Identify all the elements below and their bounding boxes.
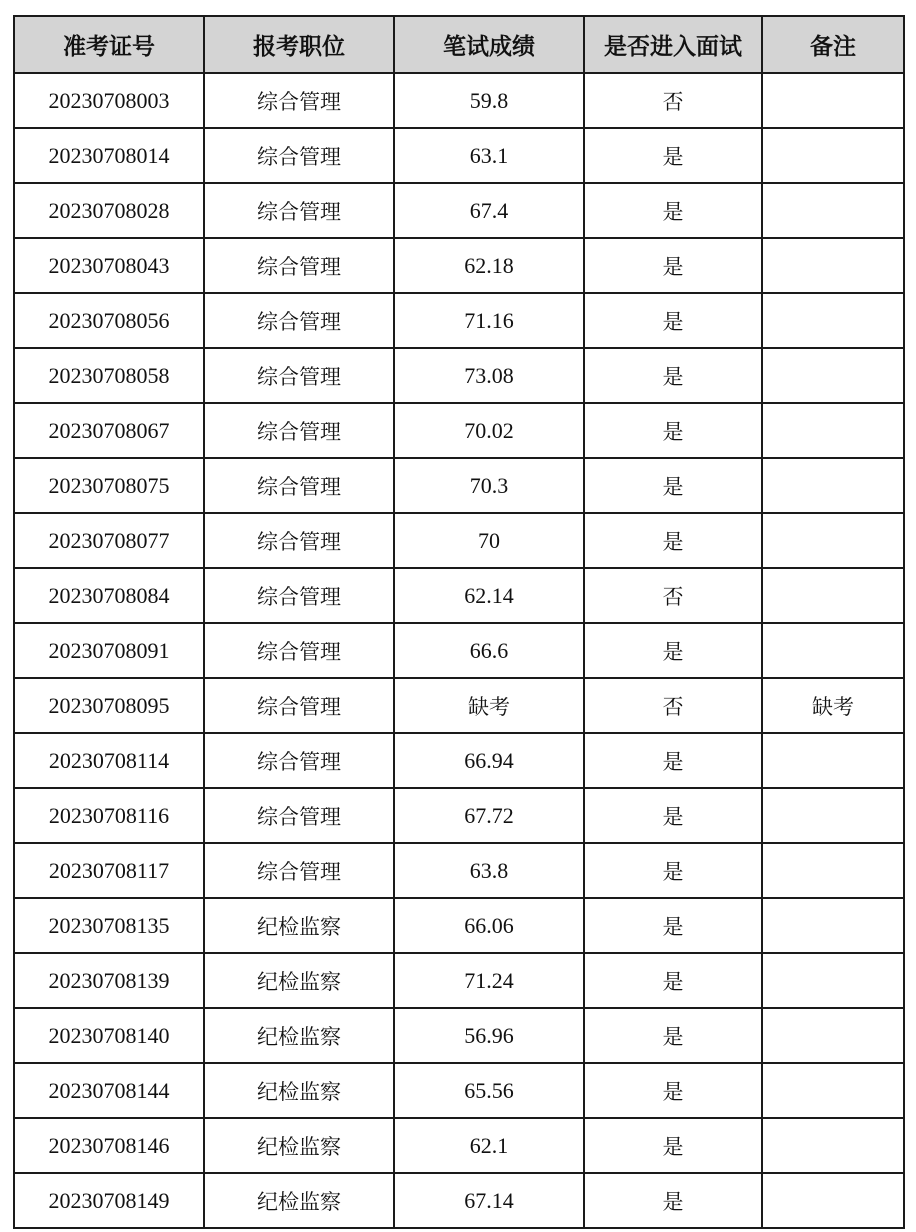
remarks-cell [762,458,904,513]
table-row [14,678,904,733]
interview-status-cell: 是 [584,1118,762,1173]
remarks-cell [762,1008,904,1063]
table-row [14,788,904,843]
position-cell: 综合管理 [204,568,394,623]
exam-number-cell: 20230708058 [14,348,204,403]
written-score-cell: 70.3 [394,458,584,513]
table-row [14,128,904,183]
exam-number-cell: 20230708114 [14,733,204,788]
exam-number-cell: 20230708077 [14,513,204,568]
exam-number-cell: 20230708149 [14,1173,204,1228]
remarks-cell [762,623,904,678]
remarks-cell [762,238,904,293]
table-row [14,513,904,568]
written-score-cell: 67.72 [394,788,584,843]
interview-status-cell: 是 [584,788,762,843]
position-cell: 综合管理 [204,843,394,898]
interview-status-cell: 是 [584,128,762,183]
table-row [14,183,904,238]
table-row [14,403,904,458]
written-score-cell: 56.96 [394,1008,584,1063]
remarks-cell [762,953,904,1008]
interview-status-cell: 否 [584,568,762,623]
written-score-cell: 66.94 [394,733,584,788]
position-cell: 纪检监察 [204,1008,394,1063]
table-row [14,1118,904,1173]
interview-status-cell: 否 [584,678,762,733]
exam-number-cell: 20230708014 [14,128,204,183]
position-cell: 综合管理 [204,128,394,183]
table-row [14,733,904,788]
position-cell: 综合管理 [204,788,394,843]
exam-number-cell: 20230708084 [14,568,204,623]
header-row [14,16,904,73]
exam-number-cell: 20230708135 [14,898,204,953]
remarks-cell [762,1118,904,1173]
table-row [14,898,904,953]
interview-status-cell: 是 [584,513,762,568]
interview-status-cell: 是 [584,1173,762,1228]
remarks-cell [762,1173,904,1228]
position-cell: 综合管理 [204,623,394,678]
remarks-cell [762,843,904,898]
position-cell: 综合管理 [204,458,394,513]
written-score-cell: 73.08 [394,348,584,403]
written-score-cell: 63.1 [394,128,584,183]
remarks-cell [762,73,904,128]
written-score-cell: 66.6 [394,623,584,678]
table-row [14,1008,904,1063]
exam-number-cell: 20230708067 [14,403,204,458]
interview-status-cell: 是 [584,183,762,238]
position-cell: 综合管理 [204,293,394,348]
remarks-cell [762,128,904,183]
written-score-cell: 62.14 [394,568,584,623]
remarks-cell [762,348,904,403]
written-score-cell: 63.8 [394,843,584,898]
interview-status-cell: 是 [584,953,762,1008]
exam-number-cell: 20230708117 [14,843,204,898]
header-remarks: 备注 [762,16,904,73]
position-cell: 综合管理 [204,403,394,458]
interview-status-cell: 是 [584,1008,762,1063]
written-score-cell: 67.4 [394,183,584,238]
table-row [14,458,904,513]
interview-status-cell: 否 [584,73,762,128]
table-row [14,843,904,898]
remarks-cell [762,788,904,843]
remarks-cell [762,403,904,458]
interview-status-cell: 是 [584,843,762,898]
position-cell: 综合管理 [204,733,394,788]
position-cell: 综合管理 [204,678,394,733]
written-score-cell: 71.16 [394,293,584,348]
position-cell: 纪检监察 [204,1173,394,1228]
position-cell: 综合管理 [204,238,394,293]
position-cell: 综合管理 [204,73,394,128]
exam-number-cell: 20230708140 [14,1008,204,1063]
written-score-cell: 65.56 [394,1063,584,1118]
table-header [14,16,904,73]
interview-status-cell: 是 [584,403,762,458]
header-interview-status: 是否进入面试 [584,16,762,73]
position-cell: 综合管理 [204,183,394,238]
written-score-cell: 71.24 [394,953,584,1008]
exam-number-cell: 20230708146 [14,1118,204,1173]
interview-status-cell: 是 [584,293,762,348]
results-table [13,15,905,1229]
remarks-cell: 缺考 [762,678,904,733]
written-score-cell: 62.1 [394,1118,584,1173]
position-cell: 综合管理 [204,513,394,568]
exam-number-cell: 20230708095 [14,678,204,733]
table-body [14,73,904,1228]
table-row [14,73,904,128]
exam-number-cell: 20230708003 [14,73,204,128]
table-row [14,568,904,623]
position-cell: 纪检监察 [204,953,394,1008]
written-score-cell: 67.14 [394,1173,584,1228]
interview-status-cell: 是 [584,898,762,953]
remarks-cell [762,568,904,623]
written-score-cell: 59.8 [394,73,584,128]
position-cell: 纪检监察 [204,1118,394,1173]
table-row [14,1063,904,1118]
table-row [14,293,904,348]
interview-status-cell: 是 [584,733,762,788]
exam-number-cell: 20230708028 [14,183,204,238]
header-position: 报考职位 [204,16,394,73]
remarks-cell [762,733,904,788]
exam-number-cell: 20230708075 [14,458,204,513]
remarks-cell [762,513,904,568]
remarks-cell [762,1063,904,1118]
written-score-cell: 缺考 [394,678,584,733]
interview-status-cell: 是 [584,623,762,678]
remarks-cell [762,183,904,238]
table-row [14,348,904,403]
exam-number-cell: 20230708091 [14,623,204,678]
table-row [14,1173,904,1228]
interview-status-cell: 是 [584,238,762,293]
interview-status-cell: 是 [584,348,762,403]
table-row [14,623,904,678]
table-row [14,238,904,293]
written-score-cell: 66.06 [394,898,584,953]
header-written-score: 笔试成绩 [394,16,584,73]
position-cell: 纪检监察 [204,1063,394,1118]
interview-status-cell: 是 [584,458,762,513]
interview-status-cell: 是 [584,1063,762,1118]
exam-number-cell: 20230708043 [14,238,204,293]
exam-number-cell: 20230708056 [14,293,204,348]
remarks-cell [762,293,904,348]
position-cell: 纪检监察 [204,898,394,953]
written-score-cell: 70.02 [394,403,584,458]
written-score-cell: 70 [394,513,584,568]
written-score-cell: 62.18 [394,238,584,293]
exam-number-cell: 20230708139 [14,953,204,1008]
remarks-cell [762,898,904,953]
header-exam-number: 准考证号 [14,16,204,73]
exam-number-cell: 20230708116 [14,788,204,843]
position-cell: 综合管理 [204,348,394,403]
exam-number-cell: 20230708144 [14,1063,204,1118]
table-row [14,953,904,1008]
